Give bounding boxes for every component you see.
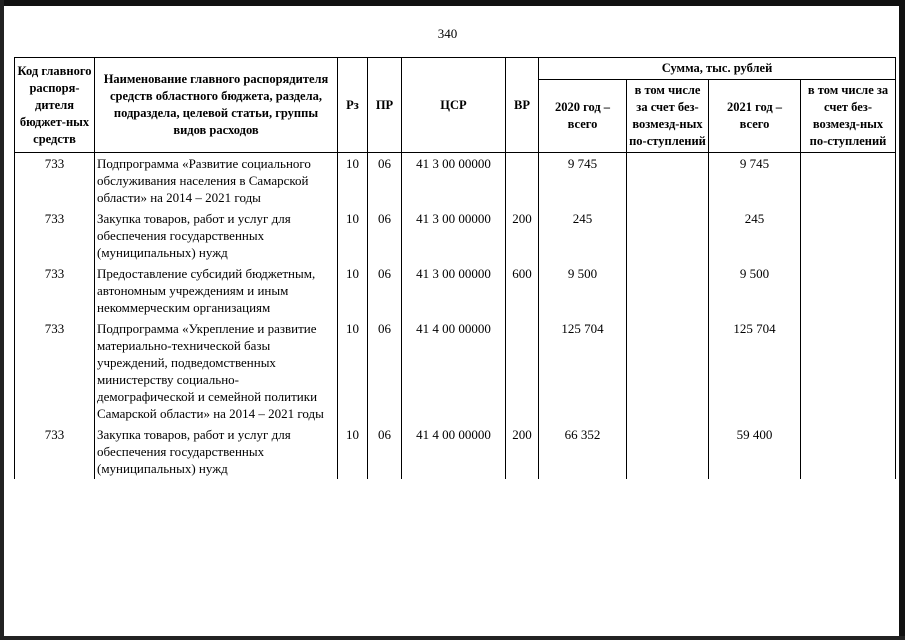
right-border: [899, 0, 905, 640]
header-2020-gratis: в том числе за счет без-возмезд-ных по-ступлений: [627, 80, 709, 153]
cell-csr: 41 3 00 00000: [402, 263, 506, 318]
budget-table: [14, 57, 896, 479]
table-row: [15, 153, 896, 209]
cell-2020-gratis: [627, 263, 709, 318]
table-body: [15, 153, 896, 480]
cell-2020-total: 9 500: [539, 263, 627, 318]
cell-pr: 06: [368, 153, 402, 209]
cell-code: 733: [15, 263, 95, 318]
cell-pr: 06: [368, 318, 402, 424]
cell-code: 733: [15, 153, 95, 209]
cell-2020-total: 9 745: [539, 153, 627, 209]
cell-2020-gratis: [627, 153, 709, 209]
header-code: Код главного распоря-дителя бюджет-ных средств: [15, 58, 95, 153]
cell-name: Подпрограмма «Укрепление и развитие материально-технической базы учреждений, подведомственных министерству социально-демографической и семейной политики Самарской области» на 2014 – 2021 годы: [95, 318, 338, 424]
cell-name: Закупка товаров, работ и услуг для обеспечения государственных (муниципальных) нужд: [95, 208, 338, 263]
cell-csr: 41 3 00 00000: [402, 153, 506, 209]
cell-2021-gratis: [801, 208, 896, 263]
cell-code: 733: [15, 208, 95, 263]
header-pr: ПР: [368, 58, 402, 153]
cell-2021-total: 9 500: [709, 263, 801, 318]
cell-rz: 10: [338, 263, 368, 318]
cell-csr: 41 3 00 00000: [402, 208, 506, 263]
cell-vr: 200: [506, 424, 539, 479]
cell-rz: 10: [338, 208, 368, 263]
cell-name: Закупка товаров, работ и услуг для обеспечения государственных (муниципальных) нужд: [95, 424, 338, 479]
cell-vr: [506, 153, 539, 209]
cell-2020-gratis: [627, 424, 709, 479]
table-row: [15, 318, 896, 424]
header-2021-total: 2021 год – всего: [709, 80, 801, 153]
cell-2021-total: 59 400: [709, 424, 801, 479]
cell-2021-total: 9 745: [709, 153, 801, 209]
cell-rz: 10: [338, 318, 368, 424]
cell-2020-total: 245: [539, 208, 627, 263]
cell-2020-total: 125 704: [539, 318, 627, 424]
header-sum-group: Сумма, тыс. рублей: [539, 58, 896, 80]
cell-csr: 41 4 00 00000: [402, 424, 506, 479]
cell-rz: 10: [338, 424, 368, 479]
page-number: 340: [437, 26, 458, 41]
cell-vr: [506, 318, 539, 424]
top-border: [0, 0, 905, 6]
left-border: [0, 0, 4, 640]
cell-2021-gratis: [801, 424, 896, 479]
cell-pr: 06: [368, 424, 402, 479]
cell-2021-total: 125 704: [709, 318, 801, 424]
cell-pr: 06: [368, 263, 402, 318]
header-2021-gratis: в том числе за счет без-возмезд-ных по-ступлений: [801, 80, 896, 153]
table-row: [15, 263, 896, 318]
cell-2020-gratis: [627, 318, 709, 424]
cell-2020-total: 66 352: [539, 424, 627, 479]
header-2020-total: 2020 год – всего: [539, 80, 627, 153]
cell-name: Подпрограмма «Развитие социального обслуживания населения в Самарской области» на 2014 – 2021 годы: [95, 153, 338, 209]
cell-vr: 200: [506, 208, 539, 263]
cell-2021-total: 245: [709, 208, 801, 263]
table-header: [15, 58, 896, 153]
header-rz: Рз: [338, 58, 368, 153]
table-row: [15, 208, 896, 263]
cell-2021-gratis: [801, 153, 896, 209]
header-vr: ВР: [506, 58, 539, 153]
cell-pr: 06: [368, 208, 402, 263]
cell-code: 733: [15, 318, 95, 424]
cell-2020-gratis: [627, 208, 709, 263]
table-row: [15, 424, 896, 479]
header-name: Наименование главного распорядителя средств областного бюджета, раздела, подраздела, целевой статьи, группы видов расходов: [95, 58, 338, 153]
cell-rz: 10: [338, 153, 368, 209]
cell-vr: 600: [506, 263, 539, 318]
cell-2021-gratis: [801, 263, 896, 318]
cell-2021-gratis: [801, 318, 896, 424]
cell-csr: 41 4 00 00000: [402, 318, 506, 424]
header-csr: ЦСР: [402, 58, 506, 153]
cell-name: Предоставление субсидий бюджетным, автономным учреждениям и иным некоммерческим организациям: [95, 263, 338, 318]
cell-code: 733: [15, 424, 95, 479]
bottom-border: [0, 636, 905, 640]
